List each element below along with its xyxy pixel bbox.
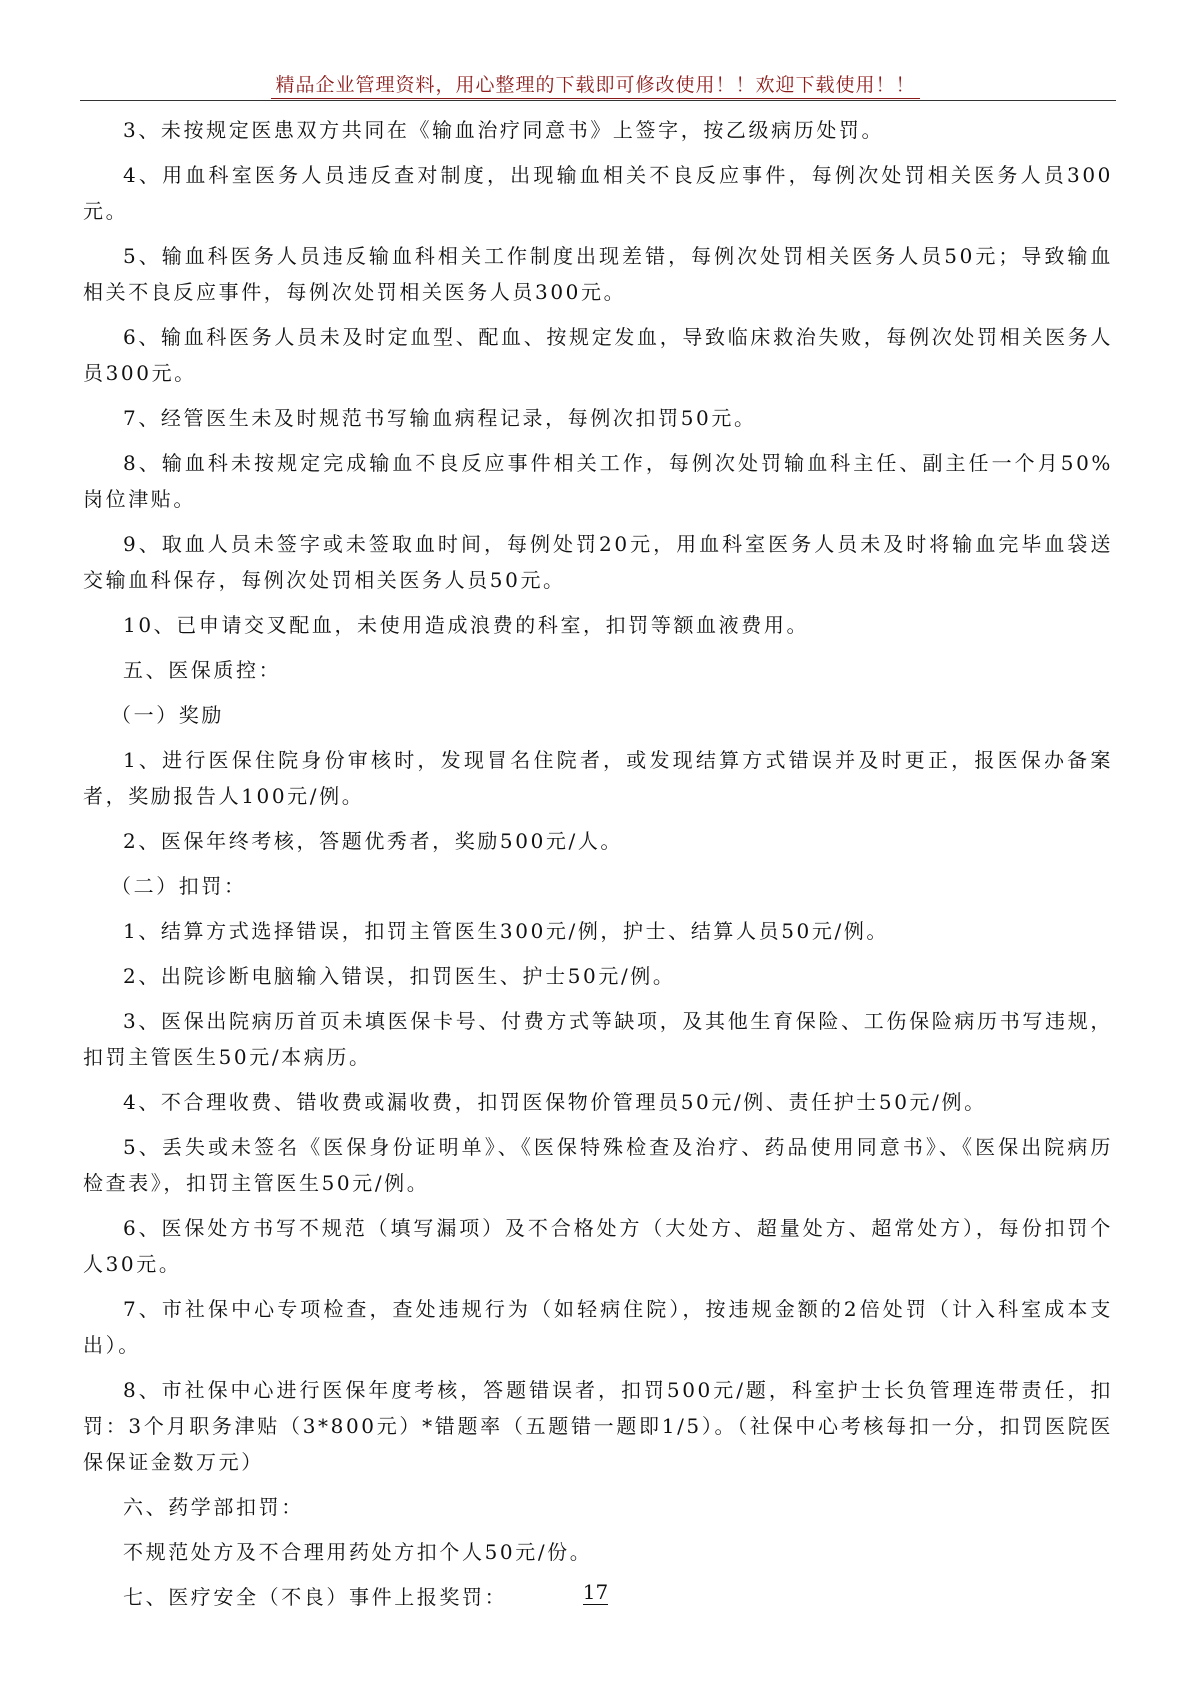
paragraph: 5、输血科医务人员违反输血科相关工作制度出现差错，每例次处罚相关医务人员50元；导致输血相关不良反应事件，每例次处罚相关医务人员300元。 (83, 244, 1113, 304)
paragraph: 4、不合理收费、错收费或漏收费，扣罚医保物价管理员50元/例、责任护士50元/例。 (123, 1090, 987, 1114)
paragraph: 4、用血科室医务人员违反查对制度，出现输血相关不良反应事件，每例次处罚相关医务人员300元。 (83, 163, 1113, 223)
header-divider (80, 100, 1116, 101)
header-banner-text: 精品企业管理资料，用心整理的下载即可修改使用！！欢迎下载使用！！ (271, 74, 919, 99)
paragraph: 10、已申请交叉配血，未使用造成浪费的科室，扣罚等额血液费用。 (123, 613, 810, 637)
paragraph: 3、未按规定医患双方共同在《输血治疗同意书》上签字，按乙级病历处罚。 (123, 118, 885, 142)
paragraph: 8、市社保中心进行医保年度考核，答题错误者，扣罚500元/题，科室护士长负管理连带责任，扣罚：3个月职务津贴（3*800元）*错题率（五题错一题即1/5）。（社保中心考核每扣一分，扣罚医院医保保证金数万元） (83, 1378, 1113, 1474)
paragraph: 5、丢失或未签名《医保身份证明单》、《医保特殊检查及治疗、药品使用同意书》、《医保出院病历检查表》，扣罚主管医生50元/例。 (83, 1135, 1113, 1195)
paragraph: 9、取血人员未签字或未签取血时间，每例处罚20元，用血科室医务人员未及时将输血完毕血袋送交输血科保存，每例次处罚相关医务人员50元。 (83, 532, 1113, 592)
subsection-heading: （一）奖励 (111, 703, 224, 727)
document-body (83, 112, 1113, 1624)
paragraph: 7、市社保中心专项检查，查处违规行为（如轻病住院），按违规金额的2倍处罚（计入科室成本支出）。 (83, 1297, 1113, 1357)
subsection-heading: （二）扣罚： (111, 874, 247, 898)
section-heading: 六、药学部扣罚： (123, 1495, 304, 1519)
paragraph: 8、输血科未按规定完成输血不良反应事件相关工作，每例次处罚输血科主任、副主任一个月50%岗位津贴。 (83, 451, 1113, 511)
paragraph: 2、医保年终考核，答题优秀者，奖励500元/人。 (123, 829, 624, 853)
section-heading: 五、医保质控： (123, 658, 282, 682)
paragraph: 6、医保处方书写不规范（填写漏项）及不合格处方（大处方、超量处方、超常处方），每份扣罚个人30元。 (83, 1216, 1113, 1276)
page-number-text: 17 (582, 1580, 609, 1604)
page-number (0, 1580, 1191, 1604)
paragraph: 7、经管医生未及时规范书写输血病程记录，每例次扣罚50元。 (123, 406, 757, 430)
paragraph: 2、出院诊断电脑输入错误，扣罚医生、护士50元/例。 (123, 964, 676, 988)
paragraph: 6、输血科医务人员未及时定血型、配血、按规定发血，导致临床救治失败，每例次处罚相关医务人员300元。 (83, 325, 1113, 385)
document-header-banner (0, 70, 1191, 97)
paragraph: 3、医保出院病历首页未填医保卡号、付费方式等缺项，及其他生育保险、工伤保险病历书写违规，扣罚主管医生50元/本病历。 (83, 1009, 1113, 1069)
section-heading: 七、医疗安全（不良）事件上报奖罚： (123, 1585, 508, 1609)
paragraph: 1、进行医保住院身份审核时，发现冒名住院者，或发现结算方式错误并及时更正，报医保办备案者，奖励报告人100元/例。 (83, 748, 1113, 808)
paragraph: 不规范处方及不合理用药处方扣个人50元/份。 (123, 1540, 593, 1564)
paragraph: 1、结算方式选择错误，扣罚主管医生300元/例，护士、结算人员50元/例。 (123, 919, 890, 943)
